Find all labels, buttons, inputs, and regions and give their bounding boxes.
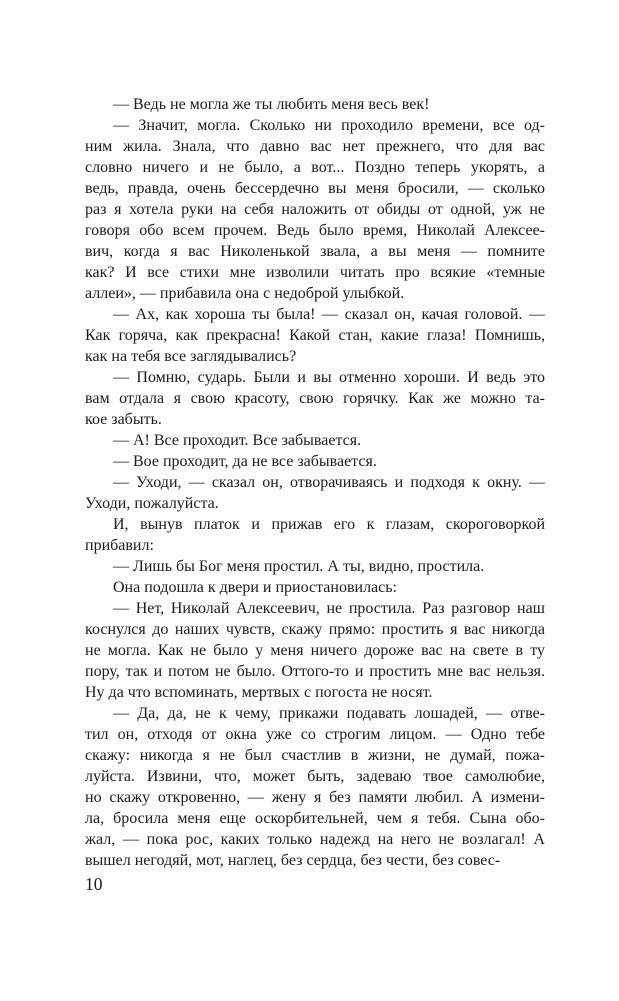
text-line: И, вынув платок и прижав его к глазам, скороговоркой bbox=[113, 516, 545, 533]
text-line: но скажу откровенно, — жену я без памяти любил. А измени- bbox=[85, 789, 545, 806]
text-line: скажу: никогда я не был счастлив в жизни, не думай, пожа- bbox=[85, 747, 545, 764]
text-line: — Нет, Николай Алексеевич, не простила. Раз разговор наш bbox=[113, 600, 545, 617]
text-line: тил он, отходя от окна уже со строгим лицом. — Одно тебе bbox=[85, 726, 545, 743]
text-line: как на тебя все заглядывались? bbox=[85, 348, 297, 365]
text-line: луйста. Извини, что, может быть, задеваю твое самолюбие, bbox=[85, 768, 545, 785]
text-line: коснулся до наших чувств, скажу прямо: простить я вас никогда bbox=[85, 621, 545, 638]
text-line: ла, бросила меня еще оскорбительней, чем я тебя. Сына обо- bbox=[85, 810, 545, 827]
text-line: — А! Все проходит. Все забывается. bbox=[113, 432, 362, 449]
text-line: прибавил: bbox=[85, 537, 154, 554]
text-line: — Вое проходит, да не все забывается. bbox=[113, 453, 377, 470]
text-line: вич, когда я вас Николенькой звала, а вы меня — помните bbox=[85, 243, 545, 260]
text-line: — Да, да, не к чему, прикажи подавать лошадей, — отве- bbox=[113, 705, 545, 722]
text-line: Ну да что вспоминать, мертвых с погоста не носят. bbox=[85, 684, 433, 701]
page-number: 10 bbox=[85, 874, 103, 894]
text-line: не могла. Как не было у меня ничего дороже вас на свете в ту bbox=[85, 642, 545, 659]
text-line: пору, так и потом не было. Оттого-то и простить мне вас нельзя. bbox=[85, 663, 545, 680]
text-line: говоря обо всем прочем. Ведь было время, Николай Алексее- bbox=[85, 222, 545, 239]
text-line: вам отдала я свою красоту, свою горячку. Как же можно та- bbox=[85, 390, 545, 407]
text-line: жал, — пока рос, каких только надежд на него не возлагал! А bbox=[85, 831, 545, 848]
text-line: Уходи, пожалуйста. bbox=[85, 495, 219, 512]
text-line: словно ничего и не было, а вот... Поздно теперь укорять, а bbox=[85, 159, 545, 176]
text-line: кое забыть. bbox=[85, 411, 162, 428]
text-line: — Ах, как хороша ты была! — сказал он, качая головой. — bbox=[113, 306, 545, 323]
text-line: — Уходи, — сказал он, отворачиваясь и подходя к окну. — bbox=[113, 474, 545, 491]
text-line: ним жила. Знала, что давно вас нет прежнего, что для вас bbox=[85, 138, 545, 155]
text-line: — Помню, сударь. Были и вы отменно хороши. И ведь это bbox=[113, 369, 545, 386]
text-line: ведь, правда, очень бессердечно вы меня бросили, — сколько bbox=[85, 180, 545, 197]
text-line: — Ведь не могла же ты любить меня весь век! bbox=[113, 96, 430, 113]
text-line: раз я хотела руки на себя наложить от обиды от одной, уж не bbox=[85, 201, 545, 218]
text-line: как? И все стихи мне изволили читать про всякие «темные bbox=[85, 264, 545, 281]
text-line: — Лишь бы Бог меня простил. А ты, видно, простила. bbox=[113, 558, 485, 575]
text-line: — Значит, могла. Сколько ни проходило времени, все од- bbox=[113, 117, 545, 134]
page-text bbox=[85, 94, 545, 871]
text-line: аллеи», — прибавила она с недоброй улыбкой. bbox=[85, 285, 405, 302]
text-line: Как горяча, как прекрасна! Какой стан, какие глаза! Помнишь, bbox=[85, 327, 545, 344]
text-line: Она подошла к двери и приостановилась: bbox=[113, 579, 397, 596]
text-line: вышел негодяй, мот, наглец, без сердца, без чести, без совес- bbox=[85, 852, 501, 869]
